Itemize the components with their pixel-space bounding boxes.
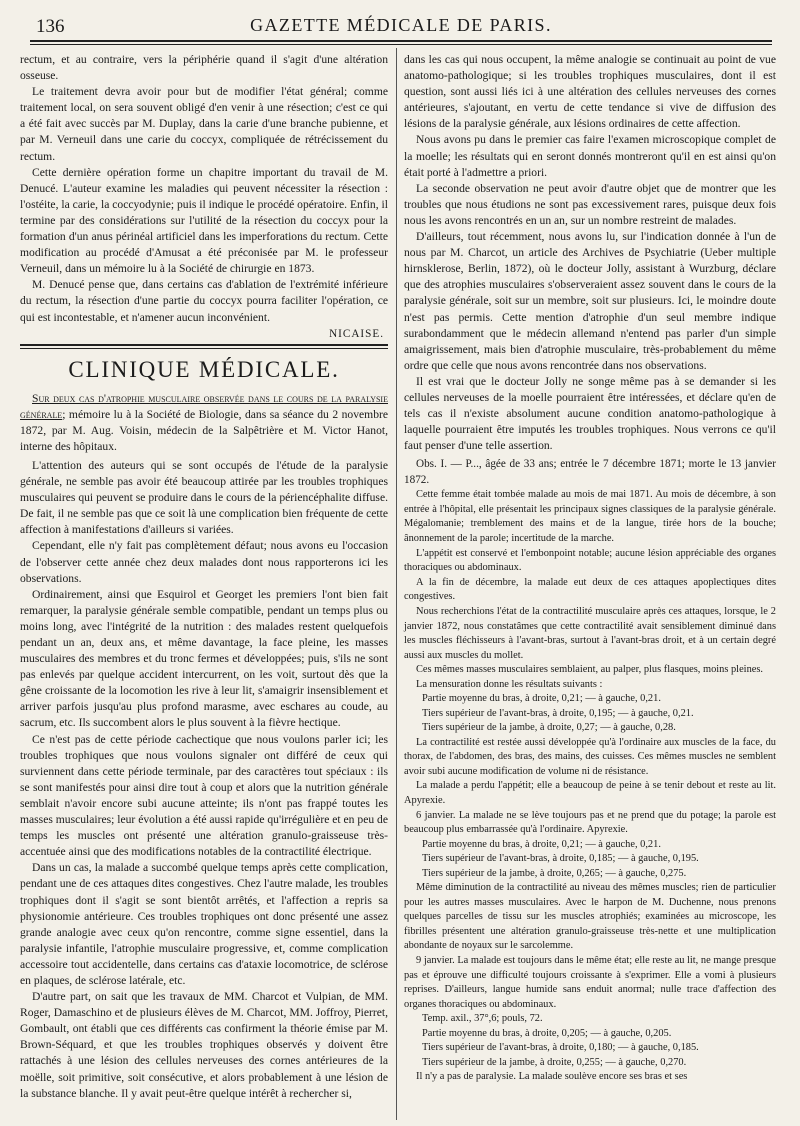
observation-text: La mensuration donne les résultats suivants : [416,678,603,690]
observation-text: La contractilité est restée aussi développée qu'à l'ordinaire aux muscles de la face, du thorax, de l'abdomen, des bras, des mains, des cuisses. Ces mêmes muscles ne semblent avoir subi aucune modification de volume ni de résistance. [404,736,776,777]
measurement-line: Partie moyenne du bras, à droite, 0,21; — à gauche, 0,21. [422,838,661,850]
observation-text: Nous recherchions l'état de la contractilité musculaire après ces attaques, lorsque, le 2 janvier 1872, nous constatâmes que cette contractilité avait sensiblement diminué dans les muscles fléchisseurs à l'avant-bras, surtout à l'avant-bras droit, et à un certain degré aussi aux muscles du mollet. [404,605,776,661]
paragraph: Ordinairement, ainsi que Esquirol et Georget les premiers l'ont bien fait remarquer, la paralysie générale semble compatible, pendant un temps plus ou moins long, avec l'intégrité de la nutrition : des malades restent quelquefois pendant un an, deux ans, et même davantage, la face pleine, les masses musculaires des membres et du tronc fermes et développées; puis, s'ils ne sont pas enlevés par quelque accident intercurrent, on les voit, surtout dès que la gêne croissante de la locomotion les rive à leur lit, s'amaigrir insensiblement et arriver parfois jusqu'au plus profond marasme, avec eschares au coude, au sacrum, etc. Ils succombent alors le plus souvent à la fièvre hectique. [20,587,388,730]
journal-title: GAZETTE MÉDICALE DE PARIS. [250,15,552,35]
paragraph: Cependant, elle n'y fait pas complètement défaut; nous avons eu l'occasion de l'observer cette année chez deux malades dont nous rapporterons ici les observations. [20,539,388,585]
section-rule-thin [20,348,388,349]
measurement-line: Partie moyenne du bras, à droite, 0,205; — à gauche, 0,205. [422,1027,672,1039]
paragraph: L'attention des auteurs qui se sont occupés de l'étude de la paralysie générale, ne semble pas avoir été beaucoup attirée par les troubles trophiques musculaires qui peuvent se produire dans le cours de la périencéphalite diffuse. De fait, il ne semble pas que ce soit là une complication bien fréquente de cette affection à manifestations d'ailleurs si variées. [20,458,388,537]
page-number: 136 [36,16,65,37]
article-subtitle-rest: ; mémoire lu à la Société de Biologie, dans sa séance du 2 novembre 1872, par M. Aug. Voisin, médecin de la Salpêtrière et M. Victor Hanot, interne des hôpitaux. [20,407,388,453]
paragraph: D'autre part, on sait que les travaux de MM. Charcot et Vulpian, de MM. Roger, Damaschino et de plusieurs élèves de M. Charcot, MM. Joffroy, Pierret, Gombault, ont établi que ces différents cas confirment la théorie émise par M. Brown-Séquard, et que les troubles trophiques observés y doivent être rattachés à une lésion des cellules nerveuses des cornes antérieures de la moëlle, soit primitive, soit consécutive, et alors probablement à une lésion de la substance blanche. Il y avait peut-être quelque intérêt à rechercher si, [20,990,388,1100]
measurement-line: Partie moyenne du bras, à droite, 0,21; — à gauche, 0,21. [422,693,661,705]
left-column [20,52,388,1102]
article-subtitle-caps: Sur deux cas d'atrophie musculaire observée dans le cours de la paralysie générale [20,391,388,421]
paragraph: Il est vrai que le docteur Jolly ne songe même pas à se demander si les cellules nerveuses de la moelle pourraient être intéressées, et déclare qu'en de tels cas il n'existe absolument aucune condition anatomo-pathologique à laquelle pourraient être imputés les troubles trophiques. Nous verrons ce qu'il faut penser d'une telle assertion. [404,374,776,453]
paragraph: Dans un cas, la malade a succombé quelque temps après cette complication, pendant une de ces attaques dites congestives. Chez l'autre malade, les troubles trophiques dont il s'agit se sont bientôt arrêtés, et l'affection a repris sa physionomie antérieure. Ces troubles trophiques ont donc présenté une assez grande analogie avec ceux qu'on rencontre, comme signe essentiel, dans la paralysie infantile, l'atrophie musculaire progressive, et, comme complication accessoire tout accidentelle, dans certains cas d'ataxie locomotrice, de sclérose en plaques, de sclérose latérale, etc. [20,861,388,987]
observation-text: Cette femme était tombée malade au mois de mai 1871. Au mois de décembre, à son entrée à l'hôpital, elle présentait les principaux signes classiques de la paralysie générale. Mégalomanie; tremblement des mains et de la langue, tirée hors de la bouche; ânonnement de la parole; incertitude de la marche. [404,489,776,544]
paragraph: D'ailleurs, tout récemment, nous avons lu, sur l'indication donnée à l'un de nous par M. Charcot, un article des Archives de Psychiatrie (Ueber multiple hirnsklerose, Berlin, 1872), où le docteur Jolly, assistant à Wurzburg, déclare que des atrophies musculaires s'observeraient assez souvent dans le cours de la paralysie générale, soit sur un membre, soit sur plusieurs. Ici, le moindre doute n'est pas permis. Cette mention d'atrophie d'un seul membre indique surabondamment que le médecin allemand n'entend pas parler d'un simple amaigrissement, mais bien d'atrophie musculaire, très-probablement du même ordre que celle que nous avons rencontrée dans nos observations. [404,230,776,372]
paragraph: Cette dernière opération forme un chapitre important du travail de M. Denucé. L'auteur examine les maladies qui peuvent nécessiter la résection : l'ostéite, la carie, la coccyodynie; puis il indique le procédé opératoire. Enfin, il termine par des considérations sur l'utilité de la résection du coccyx pour la formation d'un anus périnéal artificiel dans les imperforations du rectum. Cette modification au procédé d'Amusat a été préconisée par M. le professeur Verneuil, dans un mémoire lu à la Société de chirurgie en 1873. [20,165,388,276]
section-title: CLINIQUE MÉDICALE. [68,356,340,382]
header-rule [30,40,772,42]
running-head [30,14,772,38]
observation-text: A la fin de décembre, la malade eut deux de ces attaques apoplectiques dites congestives. [404,576,776,603]
observation-heading: Obs. I. — P..., âgée de 33 ans; entrée le 7 décembre 1871; morte le 13 janvier 1872. [404,458,776,486]
observation-text: Il n'y a pas de paralysie. La malade soulève encore ses bras et ses [416,1071,688,1083]
paragraph: M. Denucé pense que, dans certains cas d'ablation de l'extrémité inférieure du rectum, la résection d'une partie du coccyx pourra faciliter l'opération, ce qui est incontestable, et n'amener aucun inconvénient. [20,278,388,324]
article-subtitle [20,391,388,455]
paragraph: Ce n'est pas de cette période cachectique que nous voulons parler ici; les troubles trophiques que nous voulons signaler ont différé de ceux qui surviennent dans cette période terminale, par des caractères tout spéciaux : ils se sont manifestés pour ainsi dire tout à coup et alors que la nutrition générale semblait n'avoir encore subi aucune atteinte; ils n'ont pas frappé toutes les masses musculaires; leur évolution a été aussi rapide qu'irrégulière et en peu de temps les muscles ont présenté une altération granulo-graisseuse très-accentuée ainsi que des modifications notables de la contractilité électrique. [20,732,388,859]
measurement-line: Tiers supérieur de l'avant-bras, à droite, 0,195; — à gauche, 0,21. [422,707,694,719]
observation-text: L'appétit est conservé et l'embonpoint notable; aucune lésion appréciable des organes thoraciques ou abdominaux. [404,547,776,574]
observation-text: La malade a perdu l'appétit; elle a beaucoup de peine à se tenir debout et reste au lit. Apyrexie. [404,780,776,807]
observation-text: Ces mêmes masses musculaires semblaient, au palper, plus flasques, moins pleines. [416,664,764,676]
right-column [404,52,776,1085]
measurement-line: Temp. axil., 37°,6; pouls, 72. [422,1013,543,1025]
paragraph: dans les cas qui nous occupent, la même analogie se continuait au point de vue anatomo-pathologique; si les troubles trophiques musculaires, dont il est question, sont aussi liés ici à une altération des cellules nerveuses des cornes antérieures, s'ajoutant, en vertu de cette tendance si vive de diffusion des lésions de la paralysie générale, aux lésions ordinaires de cette affection. [404,53,776,131]
observation-text: 9 janvier. La malade est toujours dans le même état; elle reste au lit, ne mange presque pas et éprouve une difficulté toujours croissante à s'exprimer. Elle a vomi à plusieurs reprises. D'ailleurs, langue humide sans enduit anormal; nulle trace d'affection des organes thoraciques ou abdominaux. [404,955,776,1010]
header-rule-thin [30,44,772,45]
measurement-line: Tiers supérieur de l'avant-bras, à droite, 0,185; — à gauche, 0,195. [422,853,699,865]
author-signature: NICAISE. [329,327,384,340]
measurement-line: Tiers supérieur de la jambe, à droite, 0,255; — à gauche, 0,270. [422,1056,687,1068]
observation-text: Même diminution de la contractilité au niveau des mêmes muscles; rien de particulier pour les autres masses musculaires. Avec le harpon de M. Duchenne, nous prenons quelques parcelles de tissu sur les muscles atrophiés; examinées au microscope, les fibrilles présentent une altération granulo-graisseuse très-nette et une multiplication abondante de noyaux sur le sarcolemme. [404,882,776,952]
paragraph: Nous avons pu dans le premier cas faire l'examen microscopique complet de la moelle; les résultats qui en seront donnés montreront qu'il en est ainsi qu'on était porté à l'admettre a priori. [404,133,776,179]
measurement-line: Tiers supérieur de l'avant-bras, à droite, 0,180; — à gauche, 0,185. [422,1042,699,1054]
paragraph: rectum, et au contraire, vers la périphérie quand il s'agit d'une altération osseuse. [20,53,388,83]
paragraph: La seconde observation ne peut avoir d'autre objet que de montrer que les troubles que nous étudions ne sont pas excessivement rares, puisque deux fois nous les avons rencontrés en un an, sur un nombre restreint de malades. [404,181,776,227]
measurement-line: Tiers supérieur de la jambe, à droite, 0,265; — à gauche, 0,275. [422,867,687,879]
section-rule [20,344,388,346]
paragraph: Le traitement devra avoir pour but de modifier l'état général; comme traitement local, on sera souvent obligé d'en venir à une résection; c'est ce qui a été fait avec succès par M. Duplay, dans la carie d'une branche pubienne, et par M. Verneuil dans une carie du coccyx, compliquée de rétrécissement du rectum. [20,85,388,163]
observation-text: 6 janvier. La malade ne se lève toujours pas et ne prend que du potage; la parole est beaucoup plus embarrassée qu'à l'ordinaire. Apyrexie. [404,809,776,836]
measurement-line: Tiers supérieur de la jambe, à droite, 0,27; — à gauche, 0,28. [422,722,676,734]
column-divider [396,48,397,1120]
